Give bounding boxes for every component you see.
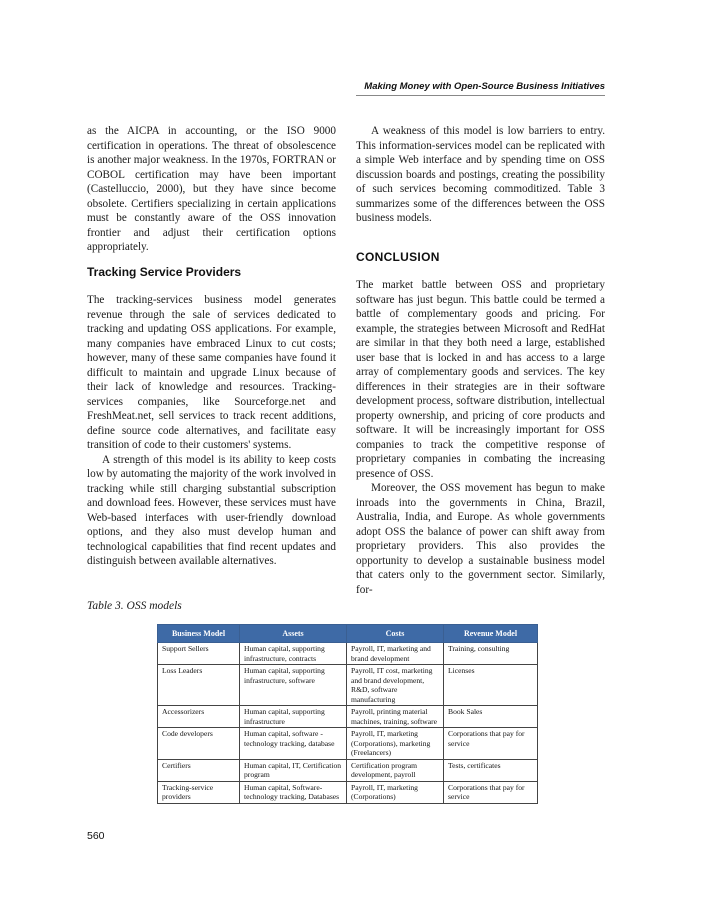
table-cell: Licenses: [444, 665, 538, 706]
table-cell: Support Sellers: [158, 643, 240, 665]
table-cell: Corporations that pay for service: [444, 728, 538, 760]
table-cell: Human capital, supporting infrastructure, software: [240, 665, 347, 706]
page-number: 560: [87, 830, 105, 842]
table-cell: Certification program development, payroll: [347, 759, 444, 781]
table-cell: Payroll, IT, marketing (Corporations), marketing (Freelancers): [347, 728, 444, 760]
right-paragraph-1: A weakness of this model is low barriers to entry. This information-services model can be replicated with a simple Web interface and by spending time on OSS discussion boards and postings, creating the possibility of such services becoming commoditized. Table 3 summarizes some of the differences between the OSS business models.: [356, 125, 605, 224]
oss-models-table: [157, 624, 538, 804]
table-cell: Loss Leaders: [158, 665, 240, 706]
table-cell: Human capital, supporting infrastructure: [240, 706, 347, 728]
table-row: [158, 759, 538, 781]
table-header-row: [158, 625, 538, 643]
table-cell: Book Sales: [444, 706, 538, 728]
column-header: Revenue Model: [444, 625, 538, 643]
table-row: [158, 706, 538, 728]
table-cell: Human capital, supporting infrastructure, contracts: [240, 643, 347, 665]
table-cell: Code developers: [158, 728, 240, 760]
left-column: [87, 124, 336, 569]
running-header: Making Money with Open-Source Business Initiatives: [364, 81, 605, 92]
left-paragraph-3: A strength of this model is its ability to keep costs low by automating the majority of the work involved in tracking while still charging substantial subscription and download fees. However, these services must have Web-based interfaces with user-friendly download options, and they also must develop human and technological capabilities that find recent updates and distinguish between available alternatives.: [87, 453, 336, 567]
right-column: [356, 124, 605, 597]
table-cell: Tracking-service providers: [158, 781, 240, 803]
table-cell: Human capital, Software-technology tracking, Databases: [240, 781, 347, 803]
table-cell: Human capital, software - technology tracking, database: [240, 728, 347, 760]
table-cell: Accessorizers: [158, 706, 240, 728]
column-header: Business Model: [158, 625, 240, 643]
table-cell: Corporations that pay for service: [444, 781, 538, 803]
table-cell: Payroll, printing material machines, training, software: [347, 706, 444, 728]
right-paragraph-2: The market battle between OSS and proprietary software has just begun. This battle could be termed a battle of complementary goods and pricing. For example, the strategies between Microsoft and RedHat are similar in that they both need a large, established user base that is locked in and has access to a large array of complementary goods and services. The key differences in their strategies are in their software development process, software distribution, intellectual property ownership, and pricing of core products and software. It will be increasingly important for OSS companies to track the competitive response of proprietary companies in combating the increasing presence of OSS.: [356, 279, 605, 480]
left-paragraph-2: The tracking-services business model generates revenue through the sale of services dedicated to tracking and updating OSS applications. For example, many companies have embraced Linux to cut costs; however, many of these same companies have found it difficult to maintain and upgrade Linux because of their lack of knowledge and resources. Tracking-services companies, like Sourceforge.net and FreshMeat.net, sell services to track recent additions, define source code alternatives, and facilitate easy transition of code to their customers' systems.: [87, 294, 336, 451]
table-caption: Table 3. OSS models: [87, 600, 182, 612]
section-heading-conclusion: CONCLUSION: [356, 249, 440, 264]
table-cell: Training, consulting: [444, 643, 538, 665]
table-row: [158, 643, 538, 665]
table-row: [158, 781, 538, 803]
table-row: [158, 728, 538, 760]
column-header: Costs: [347, 625, 444, 643]
table-cell: Payroll, IT, marketing and brand development: [347, 643, 444, 665]
section-heading-tracking: Tracking Service Providers: [87, 264, 242, 279]
column-header: Assets: [240, 625, 347, 643]
table-cell: Certifiers: [158, 759, 240, 781]
table-cell: Tests, certificates: [444, 759, 538, 781]
table-cell: Payroll, IT cost, marketing and brand development, R&D, software manufacturing: [347, 665, 444, 706]
table-cell: Human capital, IT, Certification program: [240, 759, 347, 781]
table-cell: Payroll, IT, marketing (Corporations): [347, 781, 444, 803]
header-rule: [356, 95, 605, 96]
left-paragraph-1: as the AICPA in accounting, or the ISO 9000 certification in operations. The threat of obsolescence is another major weakness. In the 1970s, FORTRAN or COBOL certification may have been important (Castelluccio, 2000), but they have since become obsolete. Certifiers specializing in certain applications must be constantly aware of the OSS innovation frontier and adjust their certification options appropriately.: [87, 125, 336, 253]
table-row: [158, 665, 538, 706]
right-paragraph-3: Moreover, the OSS movement has begun to make inroads into the governments in China, Brazil, Australia, India, and Europe. As whole governments adopt OSS the balance of power can shift away from proprietary providers. This also provides the opportunity to develop a sustainable business model that caters only to the government sector. Similarly, for-: [356, 482, 605, 596]
